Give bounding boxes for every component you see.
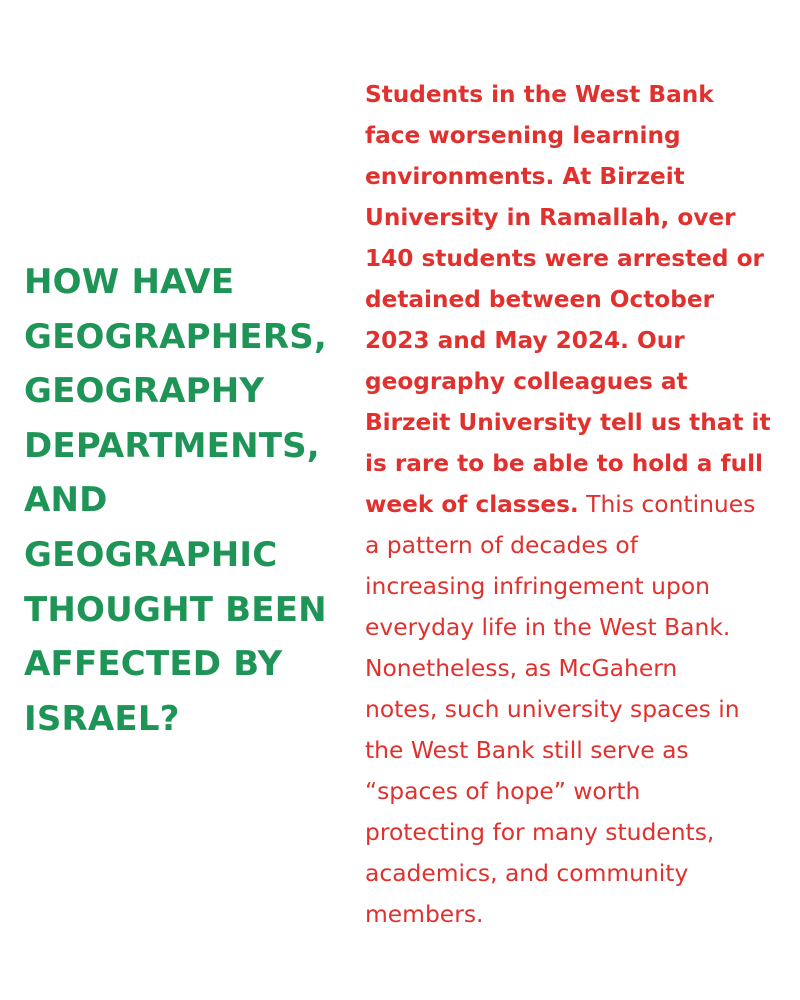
heading-line: GEOGRAPHIC bbox=[24, 534, 278, 575]
body-line bbox=[365, 279, 790, 320]
body-line bbox=[365, 648, 790, 689]
body-line bbox=[365, 771, 790, 812]
bold-text: 140 students were arrested or bbox=[365, 245, 764, 272]
bold-text: environments. At Birzeit bbox=[365, 163, 685, 190]
body-line bbox=[365, 566, 790, 607]
regular-text: “spaces of hope” worth bbox=[365, 777, 641, 805]
body-line bbox=[365, 402, 790, 443]
body-line bbox=[365, 74, 790, 115]
bold-text: University in Ramallah, over bbox=[365, 204, 736, 231]
body-line bbox=[365, 894, 790, 935]
body-line bbox=[365, 484, 790, 525]
regular-text: academics, and community bbox=[365, 859, 689, 887]
bold-text: face worsening learning bbox=[365, 122, 681, 149]
body-line bbox=[365, 115, 790, 156]
heading-line: AFFECTED BY bbox=[24, 644, 283, 685]
body-line bbox=[365, 689, 790, 730]
regular-text: the West Bank still serve as bbox=[365, 736, 689, 764]
body-line bbox=[365, 607, 790, 648]
body-line bbox=[365, 238, 790, 279]
body-line bbox=[365, 361, 790, 402]
body-line bbox=[365, 156, 790, 197]
bold-text: Birzeit University tell us that it bbox=[365, 409, 771, 436]
body-paragraph bbox=[365, 74, 790, 935]
regular-text: everyday life in the West Bank. bbox=[365, 613, 731, 641]
body-line bbox=[365, 197, 790, 238]
regular-text: a pattern of decades of bbox=[365, 531, 638, 559]
section-heading bbox=[24, 255, 344, 746]
heading-line: THOUGHT BEEN bbox=[24, 589, 327, 630]
body-line bbox=[365, 320, 790, 361]
bold-text: 2023 and May 2024. Our bbox=[365, 327, 685, 354]
regular-text: members. bbox=[365, 900, 484, 928]
heading-line: GEOGRAPHERS, bbox=[24, 316, 328, 357]
body-line bbox=[365, 525, 790, 566]
body-line bbox=[365, 812, 790, 853]
body-line bbox=[365, 730, 790, 771]
heading-line: ISRAEL? bbox=[24, 698, 180, 739]
regular-text: increasing infringement upon bbox=[365, 572, 710, 600]
bold-text: is rare to be able to hold a full bbox=[365, 450, 763, 477]
body-line bbox=[365, 443, 790, 484]
regular-text: notes, such university spaces in bbox=[365, 695, 740, 723]
bold-text: Students in the West Bank bbox=[365, 81, 714, 108]
heading-line: GEOGRAPHY bbox=[24, 371, 265, 412]
bold-text: detained between October bbox=[365, 286, 715, 313]
regular-text: Nonetheless, as McGahern bbox=[365, 654, 678, 682]
bold-text: week of classes. bbox=[365, 491, 579, 518]
regular-text: This continues bbox=[578, 490, 756, 518]
regular-text: protecting for many students, bbox=[365, 818, 715, 846]
heading-line: HOW HAVE bbox=[24, 262, 235, 302]
bold-text: geography colleagues at bbox=[365, 368, 688, 395]
heading-line: DEPARTMENTS, bbox=[24, 425, 320, 466]
heading-line: AND bbox=[24, 480, 108, 521]
body-line bbox=[365, 853, 790, 894]
